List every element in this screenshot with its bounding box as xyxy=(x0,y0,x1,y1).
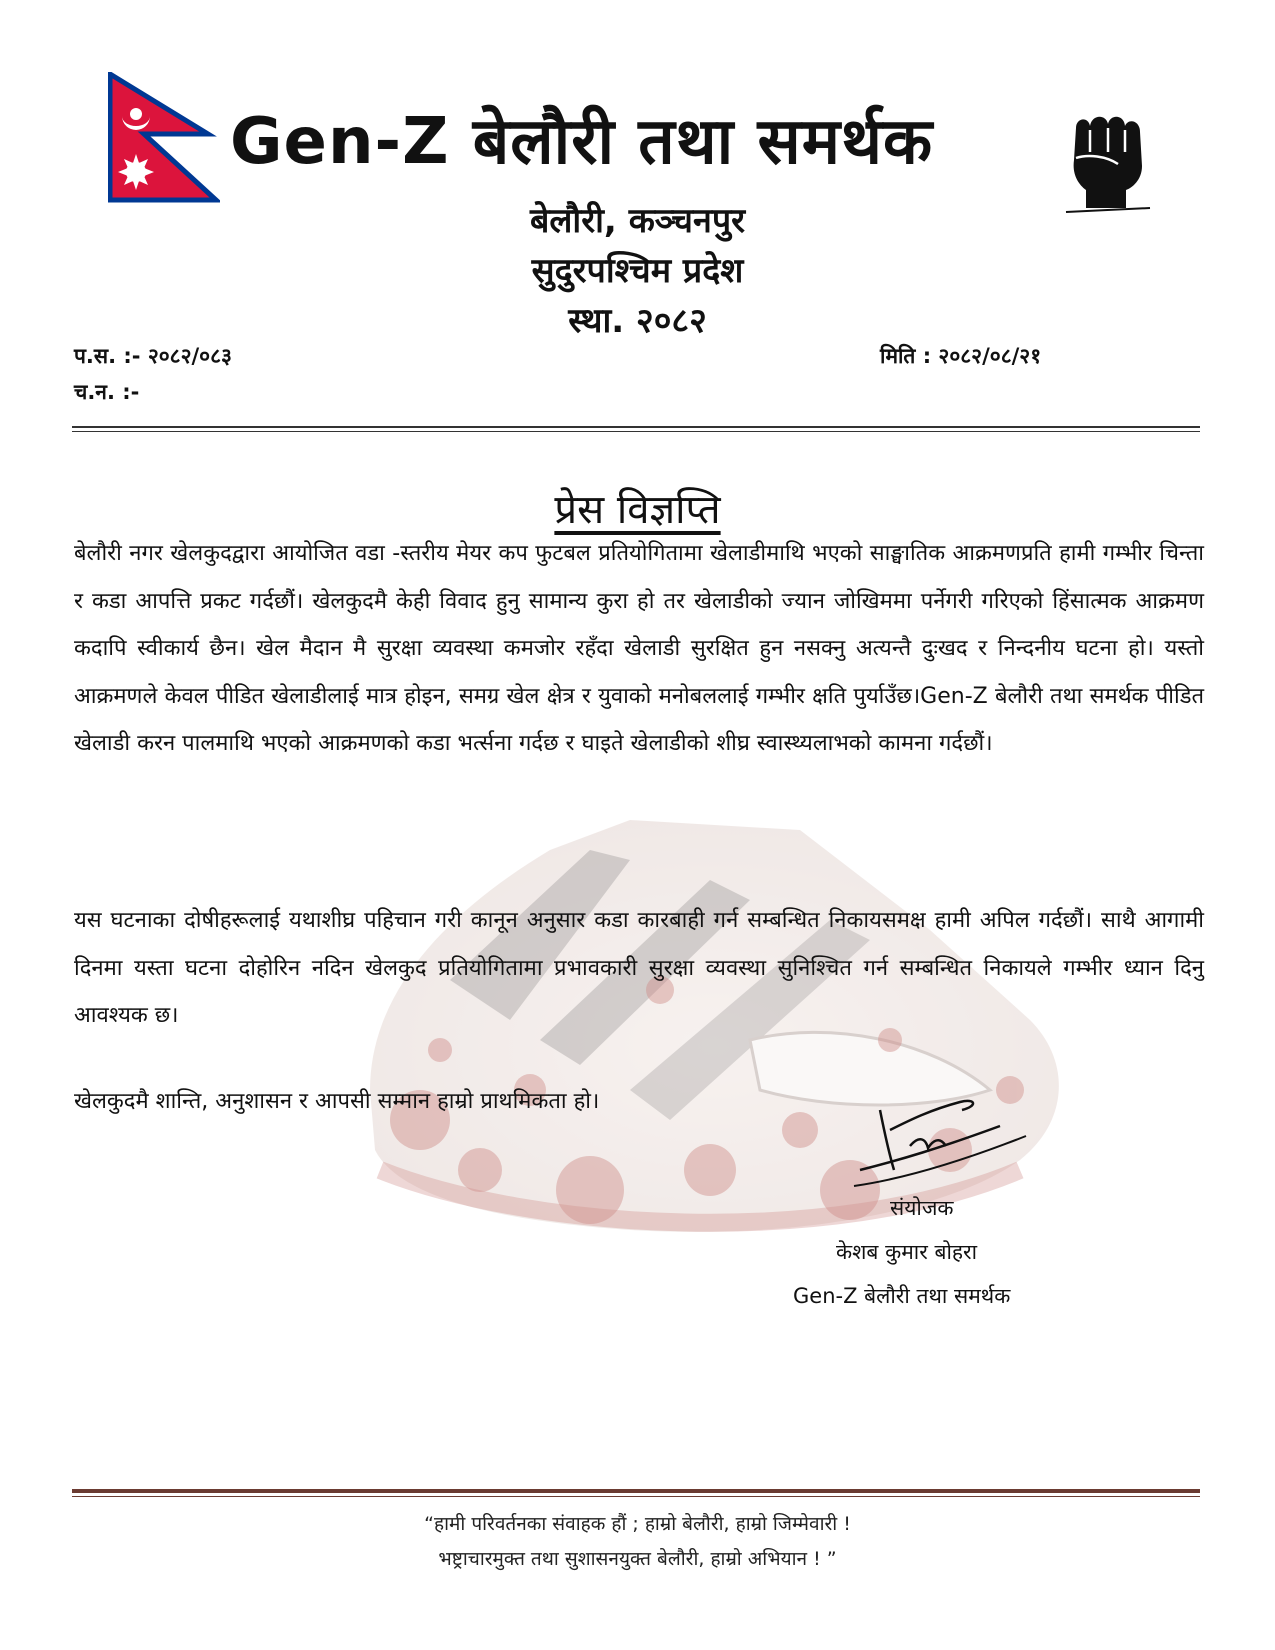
signatory-name: केशब कुमार बोहरा xyxy=(836,1240,978,1264)
organization-title: Gen-Z बेलौरी तथा समर्थक xyxy=(230,105,934,179)
location-line: बेलौरी, कञ्चनपुर xyxy=(529,201,746,241)
established-line: स्था. २०८२ xyxy=(568,301,707,341)
footer-divider xyxy=(72,1489,1200,1493)
province-line: सुदुरपश्चिम प्रदेश xyxy=(531,251,744,291)
footer-divider-thin xyxy=(72,1496,1200,1497)
header-divider-thin xyxy=(72,431,1200,432)
dispatch-number: च.न. :- xyxy=(74,380,140,404)
reference-number: प.स. :- २०८२/०८३ xyxy=(74,344,232,368)
body-paragraph-1: बेलौरी नगर खेलकुदद्वारा आयोजित वडा -स्तरीय मेयर कप फुटबल प्रतियोगितामा खेलाडीमाथि भएको साङ्घातिक आक्रमणप्रति हामी गम्भीर चिन्ता र कडा आपत्ति प्रकट गर्दछौं। खेलकुदमै केही विवाद हुनु सामान्य कुरा हो तर खेलाडीको ज्यान जोखिममा पर्नेगरी गरिएको हिंसात्मक आक्रमण कदापि स्वीकार्य छैन। खेल मैदान मै सुरक्षा व्यवस्था कमजोर रहँदा खेलाडी सुरक्षित हुन नसक्नु अत्यन्तै दुःखद र निन्दनीय घटना हो। यस्तो आक्रमणले केवल पीडित खेलाडीलाई मात्र होइन, समग्र खेल क्षेत्र र युवाको मनोबललाई गम्भीर क्षति पुर्याउँछ।Gen-Z बेलौरी तथा समर्थक पीडित खेलाडी करन पालमाथि भएको आक्रमणको कडा भर्त्सना गर्दछ र घाइते खेलाडीको शीघ्र स्वास्थ्यलाभको कामना गर्दछौं। xyxy=(74,541,1204,756)
body-paragraph-3: खेलकुदमै शान्ति, अनुशासन र आपसी सम्मान हाम्रो प्राथमिकता हो। xyxy=(74,1089,600,1114)
header-divider xyxy=(72,426,1200,428)
body-paragraph-2: यस घटनाका दोषीहरूलाई यथाशीघ्र पहिचान गरी कानून अनुसार कडा कारबाही गर्न सम्बन्धित निकायसमक्ष हामी अपिल गर्दछौं। साथै आगामी दिनमा यस्ता घटना दोहोरिन नदिन खेलकुद प्रतियोगितामा प्रभावकारी सुरक्षा व्यवस्था सुनिश्चित गर्न सम्बन्धित निकायले गम्भीर ध्यान दिनु आवश्यक छ। xyxy=(74,908,1204,1028)
date: मिति : २०८२/०८/२१ xyxy=(880,344,1042,368)
handwritten-signature xyxy=(850,1090,1030,1200)
footer-slogan-line-2: भष्ट्राचारमुक्त तथा सुशासनयुक्त बेलौरी, हाम्रो अभियान ! ” xyxy=(438,1548,837,1570)
press-release-heading: प्रेस विज्ञप्ति xyxy=(554,487,721,533)
signatory-role: संयोजक xyxy=(890,1196,954,1220)
signatory-organization: Gen-Z बेलौरी तथा समर्थक xyxy=(793,1284,1011,1308)
footer-slogan-line-1: “हामी परिवर्तनका संवाहक हौं ; हाम्रो बेलौरी, हाम्रो जिम्मेवारी ! xyxy=(424,1513,851,1535)
nepal-flag-icon xyxy=(108,72,220,204)
